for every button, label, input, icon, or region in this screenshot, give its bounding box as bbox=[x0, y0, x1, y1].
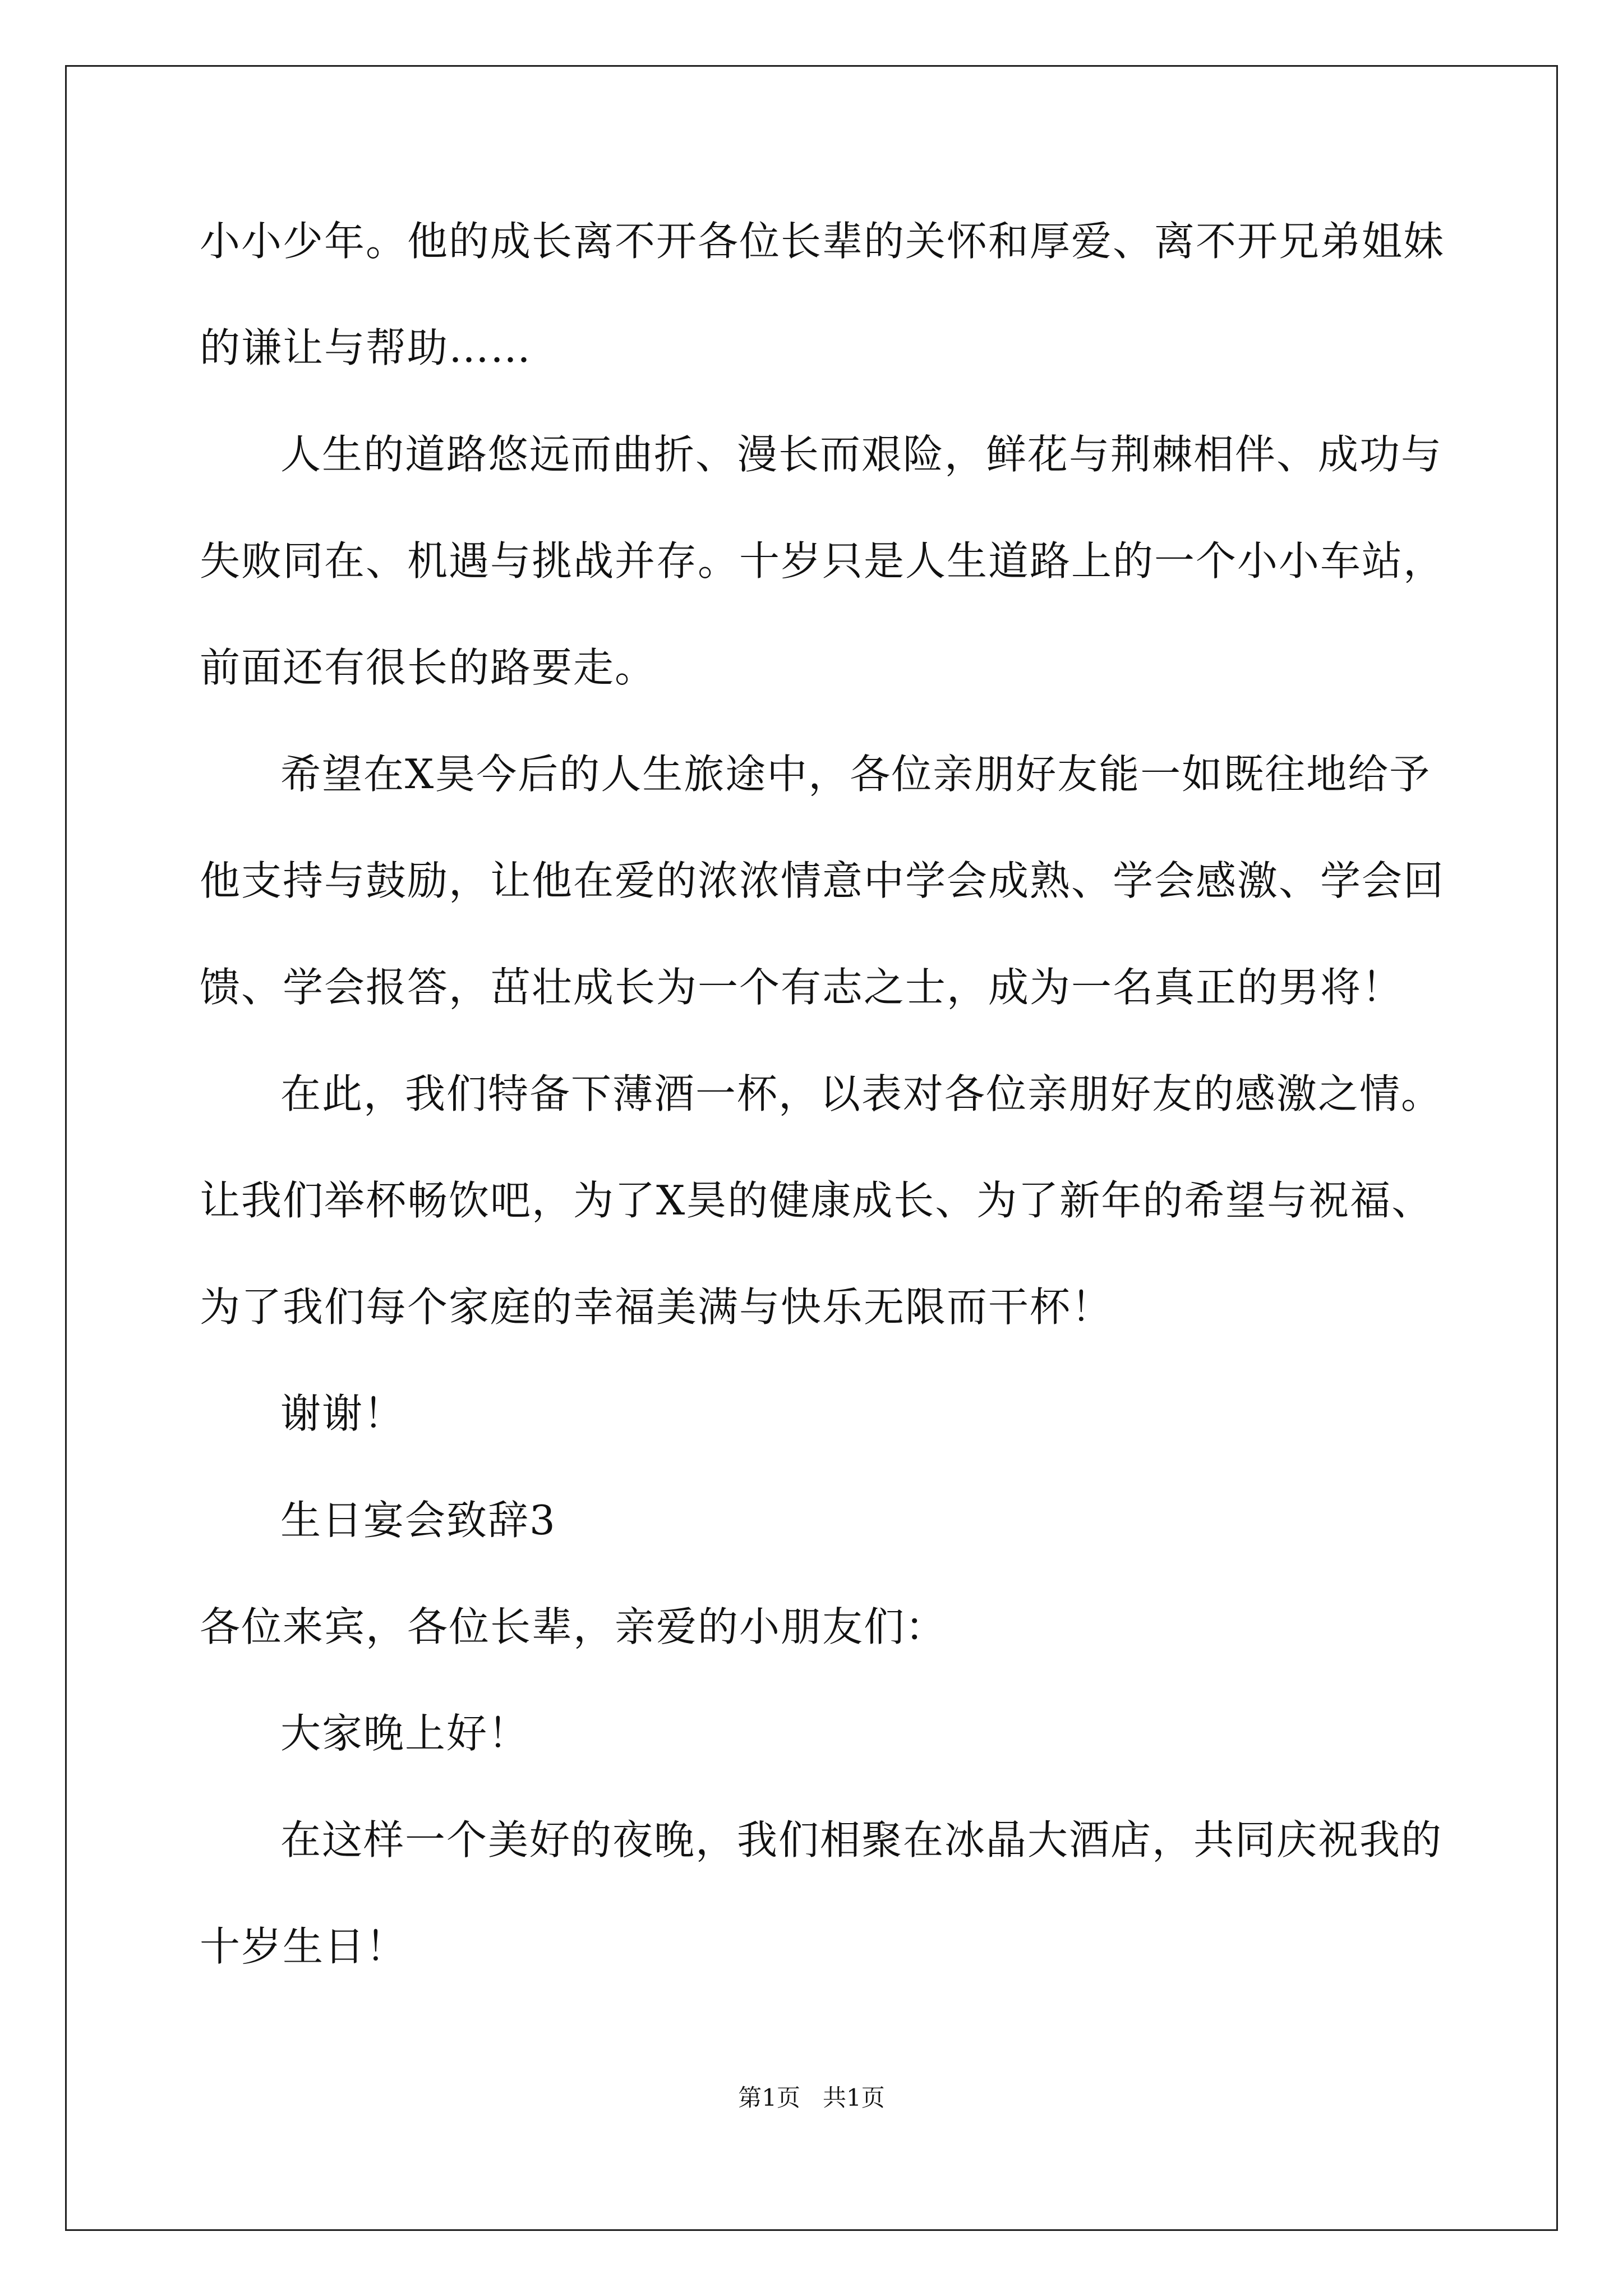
text-line: 失败同在、机遇与挑战并存。十岁只是人生道路上的一个小小车站， bbox=[200, 537, 1445, 585]
text-line: 谢谢！ bbox=[280, 1390, 405, 1437]
text-line: 在此，我们特备下薄酒一杯，以表对各位亲朋好友的感激之情。 bbox=[280, 1070, 1443, 1117]
page-border bbox=[65, 65, 1558, 2231]
text-line: 的谦让与帮助…… bbox=[200, 324, 532, 371]
page-number-footer: 第1页 共1页 bbox=[738, 2084, 885, 2111]
text-line: 前面还有很长的路要走。 bbox=[200, 644, 657, 691]
text-line: 大家晚上好！ bbox=[280, 1710, 530, 1757]
text-line: 馈、学会报答，茁壮成长为一个有志之士，成为一名真正的男将！ bbox=[200, 964, 1404, 1011]
text-line: 希望在X昊今后的人生旅途中，各位亲朋好友能一如既往地给予 bbox=[280, 751, 1431, 798]
salutation: 各位来宾，各位长辈，亲爱的小朋友们： bbox=[200, 1603, 947, 1650]
text-line: 十岁生日！ bbox=[200, 1923, 408, 1970]
text-line: 让我们举杯畅饮吧，为了X昊的健康成长、为了新年的希望与祝福、 bbox=[200, 1177, 1433, 1224]
text-line: 在这样一个美好的夜晚，我们相聚在冰晶大酒店，共同庆祝我的 bbox=[280, 1816, 1443, 1864]
text-line: 小小少年。他的成长离不开各位长辈的关怀和厚爱、离不开兄弟姐妹 bbox=[200, 218, 1445, 265]
text-line: 人生的道路悠远而曲折、漫长而艰险，鲜花与荆棘相伴、成功与 bbox=[280, 431, 1443, 478]
section-heading: 生日宴会致辞3 bbox=[280, 1497, 556, 1544]
text-line: 为了我们每个家庭的幸福美满与快乐无限而干杯！ bbox=[200, 1283, 1113, 1331]
text-line: 他支持与鼓励，让他在爱的浓浓情意中学会成熟、学会感激、学会回 bbox=[200, 857, 1445, 904]
